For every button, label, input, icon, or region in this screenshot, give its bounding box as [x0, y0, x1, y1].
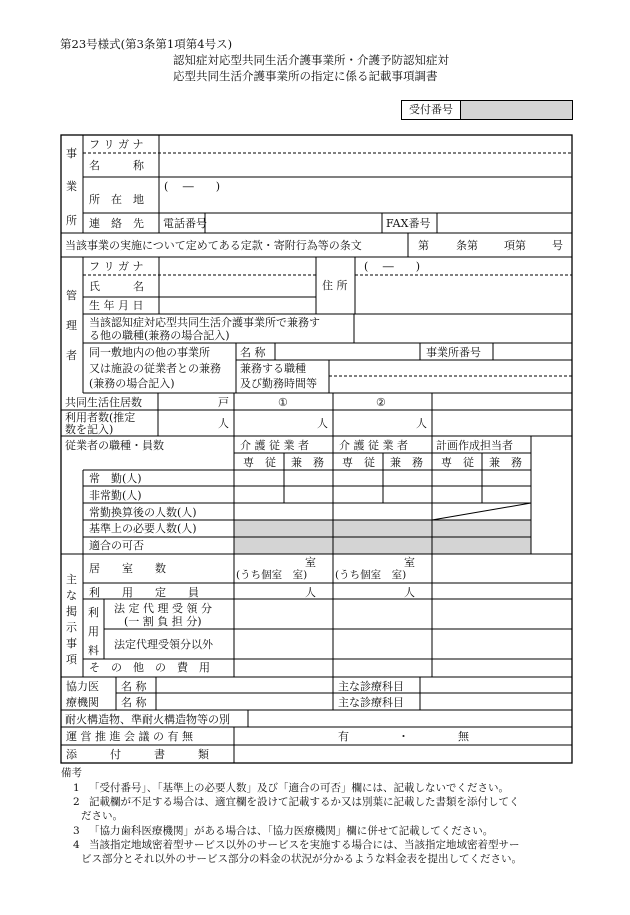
private-rooms-1: (うち個室 室) — [236, 569, 308, 581]
office-phone-label: 電話番号 — [163, 217, 207, 230]
office-section-char-1: 事 — [66, 147, 77, 160]
fee-char-2: 用 — [88, 625, 99, 638]
manager-other-staff-label-1: 又は施設の従業者との兼務 — [89, 362, 221, 375]
office-postal-code[interactable]: ( ― ) — [164, 180, 221, 193]
manager-address-label: 住 所 — [322, 279, 348, 292]
residences-label: 共同生活住居数 — [65, 396, 142, 409]
manager-section-char-1: 管 — [66, 289, 77, 302]
medical-label-2: 療機関 — [66, 696, 99, 709]
office-contact-label: 連 絡 先 — [89, 217, 144, 230]
users-unit-2: 人 — [317, 417, 328, 430]
form-number: 第23号様式(第3条第1項第4号ス) — [60, 37, 233, 51]
users-label-1: 利用者数(推定 — [65, 411, 136, 424]
staff-row-parttime: 非常勤(人) — [89, 489, 142, 502]
office-address-label: 所 在 地 — [89, 193, 144, 206]
form-title-line1: 認知症対応型共同生活介護事業所・介護予防認知症対 — [173, 53, 449, 67]
note-4-number: 4 — [73, 839, 80, 851]
posted-char-5: 事 — [66, 637, 77, 650]
office-fax-label: FAX番号 — [386, 217, 431, 230]
staff-concurrent-1: 兼 務 — [291, 456, 324, 469]
office-furigana-label: フ リ ガ ナ — [89, 138, 144, 151]
staff-row-fulltime: 常 勤(人) — [89, 472, 142, 485]
note-2-text-2: ださい。 — [81, 810, 123, 822]
manager-concurrent-label-1: 当該認知症対応型共同生活介護事業所で兼務す — [89, 316, 320, 329]
staff-full-time-1: 専 従 — [243, 456, 276, 469]
regulation-label: 当該事業の実施について定めてある定款・寄附行為等の条文 — [65, 239, 362, 252]
council-label: 運 営 推 進 会 議 の 有 無 — [66, 730, 193, 743]
users-unit-3: 人 — [416, 417, 427, 430]
fireproof-label: 耐火構造物、準耐火構造物等の別 — [65, 713, 230, 726]
fee-char-1: 利 — [88, 606, 99, 619]
manager-section-char-2: 理 — [66, 319, 77, 332]
posted-char-1: 主 — [66, 573, 77, 586]
residences-unit: 戸 — [218, 396, 229, 409]
receipt-number-label: 受付番号 — [402, 101, 461, 119]
medical-name-label-1: 名 称 — [121, 680, 147, 693]
posted-char-2: な — [66, 589, 77, 602]
staff-row-compliance: 適合の可否 — [89, 539, 144, 552]
users-unit-1: 人 — [218, 417, 229, 430]
note-3-text: 「協力歯科医療機関」がある場合は、「協力医療機関」欄に併せて記載してください。 — [89, 825, 494, 837]
private-rooms-2: (うち個室 室) — [335, 569, 407, 581]
manager-name-label: 氏 名 — [89, 280, 144, 293]
posted-char-3: 掲 — [66, 605, 77, 618]
fee-legal-label-2: (一 割 負 担 分) — [124, 615, 202, 628]
note-1-text: 「受付番号」、「基準上の必要人数」及び「適合の可否」欄には、記載しないでください。 — [89, 782, 509, 794]
regulation-go: 号 — [552, 239, 563, 252]
rooms-unit-2: 室 — [404, 556, 415, 569]
capacity-label: 利 用 定 員 — [89, 586, 199, 599]
note-4-text-1: 当該指定地域密着型サービス以外のサービスを実施する場合には、当該指定地域密着型サー — [89, 839, 520, 851]
regulation-ko: 項第 — [504, 239, 526, 252]
manager-duty-label-1: 兼務する職種 — [240, 362, 306, 375]
manager-duty-label-2: 及び勤務時間等 — [240, 377, 317, 390]
manager-other-name-label: 名 称 — [240, 346, 266, 359]
manager-section-char-3: 者 — [66, 349, 77, 362]
manager-office-number-label: 事業所番号 — [426, 346, 481, 359]
other-costs-label: そ の 他 の 費 用 — [89, 661, 210, 674]
note-1-number: 1 — [73, 782, 80, 794]
unit-1-label: ① — [278, 396, 288, 409]
staff-header: 従業者の職種・員数 — [65, 439, 164, 452]
council-separator: ・ — [398, 730, 409, 743]
staff-row-required: 基準上の必要人数(人) — [89, 522, 197, 535]
unit-2-label: ② — [376, 396, 386, 409]
office-name-label: 名 称 — [89, 159, 144, 172]
notes-title: 備考 — [61, 767, 82, 779]
medical-label-1: 協力医 — [66, 680, 99, 693]
rooms-unit-1: 室 — [305, 556, 316, 569]
regulation-jo: 条第 — [456, 239, 478, 252]
note-2-number: 2 — [73, 796, 80, 808]
staff-full-time-2: 専 従 — [342, 456, 375, 469]
medical-name-label-2: 名 称 — [121, 696, 147, 709]
manager-postal-code[interactable]: ( ― ) — [364, 260, 421, 273]
staff-col-planner: 計画作成担当者 — [436, 439, 513, 452]
note-2-text-1: 記載欄が不足する場合は、適宜欄を設けて記載するか又は別葉に記載した書類を添付してく — [89, 796, 520, 808]
form-title-line2: 応型共同生活介護事業所の指定に係る記載事項調書 — [173, 69, 438, 83]
manager-concurrent-label-2: る他の職種(兼務の場合記入) — [89, 329, 230, 342]
manager-other-office-label: 同一敷地内の他の事業所 — [89, 346, 210, 359]
staff-col-care-1: 介 護 従 業 者 — [240, 439, 309, 452]
staff-concurrent-3: 兼 務 — [489, 456, 522, 469]
fee-legal-label-1: 法 定 代 理 受 領 分 — [114, 602, 212, 615]
medical-dept-label-1: 主な診療科目 — [338, 680, 404, 693]
users-label-2: 数を記入) — [65, 423, 114, 436]
note-4-text-2: ビス部分とそれ以外のサービス部分の料金の状況が分かるような料金表を提出してください。 — [81, 853, 522, 865]
staff-col-care-2: 介 護 従 業 者 — [339, 439, 408, 452]
council-yes[interactable]: 有 — [338, 730, 349, 743]
regulation-dai: 第 — [418, 239, 429, 252]
attachments-label: 添 付 書 類 — [66, 748, 209, 761]
council-no[interactable]: 無 — [458, 730, 469, 743]
staff-full-time-3: 専 従 — [441, 456, 474, 469]
rooms-label: 居 室 数 — [89, 562, 166, 575]
staff-concurrent-2: 兼 務 — [390, 456, 423, 469]
fee-char-3: 料 — [88, 644, 99, 657]
medical-dept-label-2: 主な診療科目 — [338, 696, 404, 709]
capacity-unit-2: 人 — [404, 586, 415, 599]
manager-other-staff-label-2: (兼務の場合記入) — [89, 377, 175, 390]
staff-row-converted: 常勤換算後の人数(人) — [89, 506, 197, 519]
capacity-unit-1: 人 — [305, 586, 316, 599]
fee-other-label: 法定代理受領分以外 — [114, 638, 213, 651]
posted-char-4: 示 — [66, 621, 77, 634]
office-section-char-2: 業 — [66, 180, 77, 193]
manager-furigana-label: フ リ ガ ナ — [89, 260, 144, 273]
office-section-char-3: 所 — [66, 214, 77, 227]
posted-char-6: 項 — [66, 653, 77, 666]
note-3-number: 3 — [73, 825, 80, 837]
manager-birth-label: 生 年 月 日 — [89, 299, 144, 312]
